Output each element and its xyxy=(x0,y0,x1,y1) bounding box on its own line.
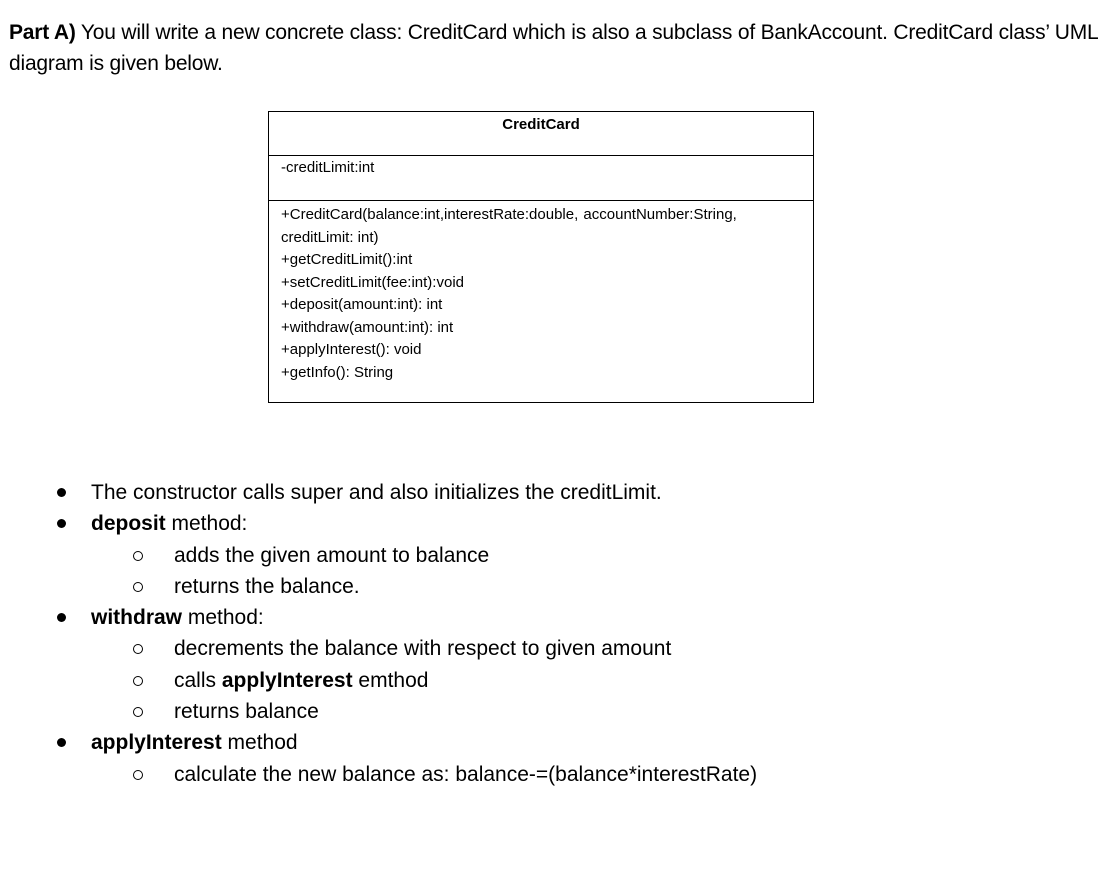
uml-methods-section xyxy=(269,201,813,387)
uml-method: +setCreditLimit(fee:int):void xyxy=(281,273,464,291)
uml-class-diagram xyxy=(268,111,814,403)
uml-class-name: CreditCard xyxy=(269,112,813,156)
list-item: deposit method: xyxy=(0,508,1112,539)
method-name: deposit xyxy=(91,512,166,536)
bullet-dot-icon xyxy=(57,738,66,747)
bullet-circle-icon xyxy=(133,676,143,686)
bullet-circle-icon xyxy=(133,644,143,654)
uml-method: +CreditCard(balance:int,interestRate:double, accountNumber:String, xyxy=(281,206,737,223)
sub-list-item: returns the balance. xyxy=(0,571,1112,602)
intro-paragraph xyxy=(9,17,1104,79)
list-item: applyInterest method xyxy=(0,727,1112,758)
sub-list-item: decrements the balance with respect to given amount xyxy=(0,633,1112,664)
requirements-list xyxy=(0,477,1112,790)
intro-text: You will write a new concrete class: CreditCard which is also a subclass of BankAccount. CreditCard class’ UML diagram is given below. xyxy=(9,21,1098,75)
sub-list-item: returns balance xyxy=(0,696,1112,727)
bullet-dot-icon xyxy=(57,613,66,622)
bullet-circle-icon xyxy=(133,551,143,561)
bullet-circle-icon xyxy=(133,582,143,592)
sub-list-item: adds the given amount to balance xyxy=(0,540,1112,571)
uml-method: +deposit(amount:int): int xyxy=(281,296,443,313)
uml-method: +withdraw(amount:int): int xyxy=(281,318,454,336)
sub-list-item: calculate the new balance as: balance-=(balance*interestRate) xyxy=(0,759,1112,790)
method-name: withdraw xyxy=(91,606,183,630)
uml-attribute: -creditLimit:int xyxy=(281,159,375,176)
uml-method: creditLimit: int) xyxy=(281,228,379,246)
bullet-dot-icon xyxy=(57,488,66,497)
uml-method: +applyInterest(): void xyxy=(281,341,422,358)
uml-attributes-section xyxy=(269,156,813,201)
method-name: applyInterest xyxy=(91,731,222,755)
bullet-circle-icon xyxy=(133,707,143,717)
uml-method: +getCreditLimit():int xyxy=(281,251,413,268)
sub-list-item: calls applyInterest emthod xyxy=(0,665,1112,696)
bullet-circle-icon xyxy=(133,770,143,780)
constructor-text: The constructor calls super and also initializes the creditLimit. xyxy=(91,481,662,504)
uml-method: +getInfo(): String xyxy=(281,363,394,381)
list-item xyxy=(0,477,1112,508)
part-label: Part A) xyxy=(9,21,76,44)
list-item: withdraw method: xyxy=(0,602,1112,633)
bullet-dot-icon xyxy=(57,519,66,528)
